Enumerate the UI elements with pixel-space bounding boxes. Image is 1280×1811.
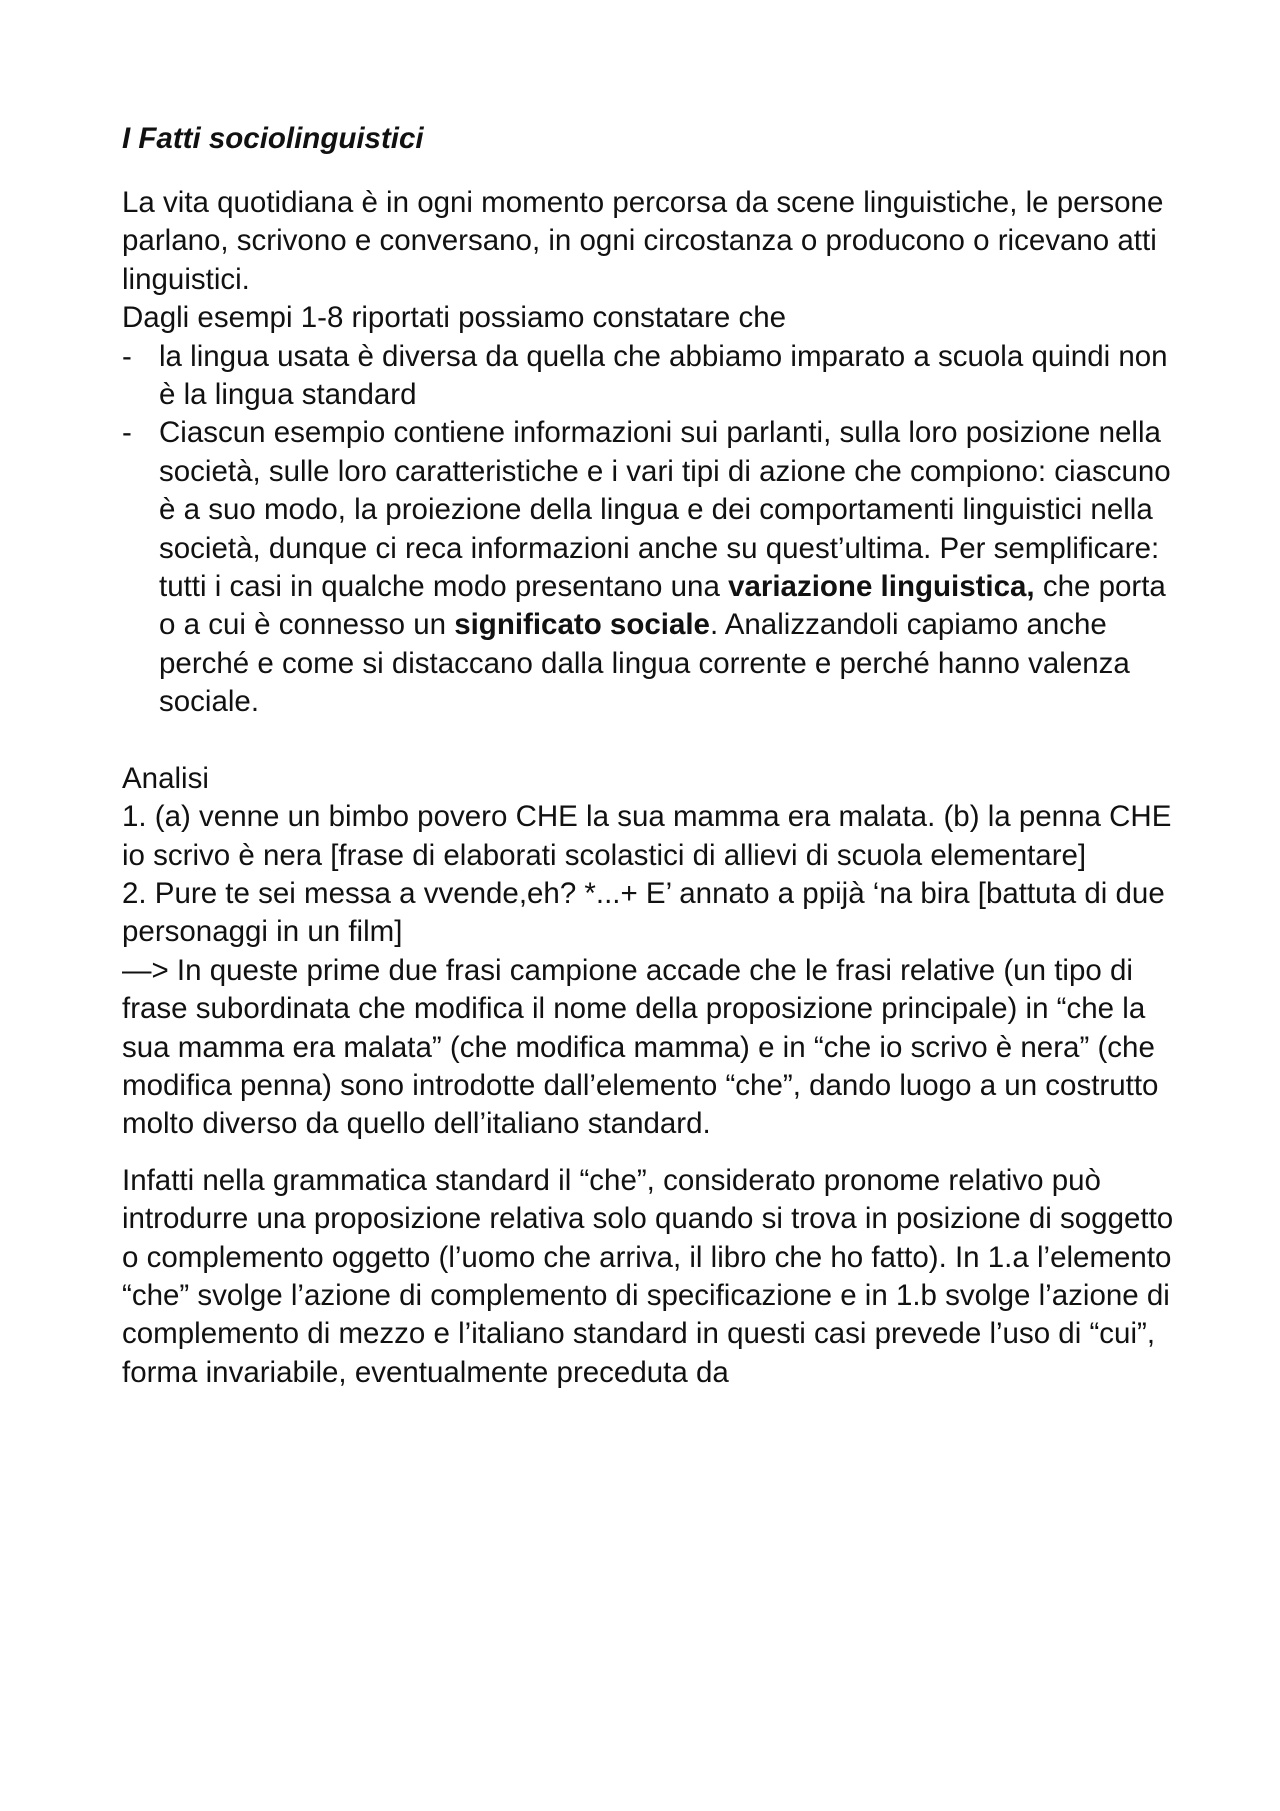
analysis-heading: Analisi bbox=[122, 761, 209, 795]
bold-term-variazione: variazione linguistica, bbox=[728, 570, 1035, 604]
document-title: I Fatti sociolinguistici bbox=[122, 122, 424, 155]
dash-bullet: - bbox=[122, 339, 132, 373]
closing-paragraph: Infatti nella grammatica standard il “che”, considerato pronome relativo può introdurre una proposizione relativa solo quando si trova in posizione di soggetto o complemento oggetto (l’uomo che arriva, il libro che ho fatto). In 1.a l’elemento “che” svolge l’azione di complemento di specificazione e in 1.b svolge l’azione di complemento di mezzo e l’italiano standard in questi casi prevede l’uso di “cui”, forma invariabile, eventualmente preceduta da bbox=[122, 1163, 1174, 1389]
example-2: 2. Pure te sei messa a vvende,eh? *...+ E’ annato a ppijà ‘na bira [battuta di due personaggi in un film] bbox=[122, 876, 1165, 949]
intro-paragraph: La vita quotidiana è in ogni momento percorsa da scene linguistiche, le persone parlano, scrivono e conversano, in ogni circostanza o producono o ricevano atti linguistici. bbox=[122, 186, 1164, 296]
list-item-text: la lingua usata è diversa da quella che abbiamo imparato a scuola quindi non è la lingua standard bbox=[159, 339, 1168, 412]
list-item-text-part: . Analizzandoli capiamo anche perché e come si distaccano dalla lingua corrente e perché hanno valenza sociale. bbox=[159, 608, 1130, 719]
document-page bbox=[122, 120, 1182, 1392]
dash-bullet: - bbox=[122, 416, 132, 450]
example-1: 1. (a) venne un bimbo povero CHE la sua mamma era malata. (b) la penna CHE io scrivo è nera [frase di elaborati scolastici di allievi di scuola elementare] bbox=[122, 800, 1172, 872]
analysis-comment: —> In queste prime due frasi campione accade che le frasi relative (un tipo di frase subordinata che modifica il nome della proposizione principale) in “che la sua mamma era malata” (che modifica mamma) e in “che io scrivo è nera” (che modifica penna) sono introdotte dall’elemento “che”, dando luogo a un costrutto molto diverso da quello dell’italiano standard. bbox=[122, 953, 1159, 1141]
list-item-text-part: Ciascun esempio contiene informazioni sui parlanti, sulla loro posizione nella società, sulle loro caratteristiche e i vari tipi di azione che compiono: ciascuno è a suo modo, la proiezione della lingua e dei comportamenti linguistici nella società, dunque ci reca informazioni anche su quest’ultima. Per semplificare: tutti i casi in qualche modo presentano una bbox=[159, 416, 1171, 604]
list-item bbox=[122, 338, 1182, 415]
examples-intro: Dagli esempi 1-8 riportati possiamo constatare che bbox=[122, 301, 787, 335]
list-item-text-part: che porta o a cui è connesso un bbox=[159, 570, 1166, 642]
bold-term-significato: significato sociale bbox=[454, 608, 710, 642]
list-item bbox=[122, 414, 1182, 721]
observations-list bbox=[122, 338, 1182, 722]
